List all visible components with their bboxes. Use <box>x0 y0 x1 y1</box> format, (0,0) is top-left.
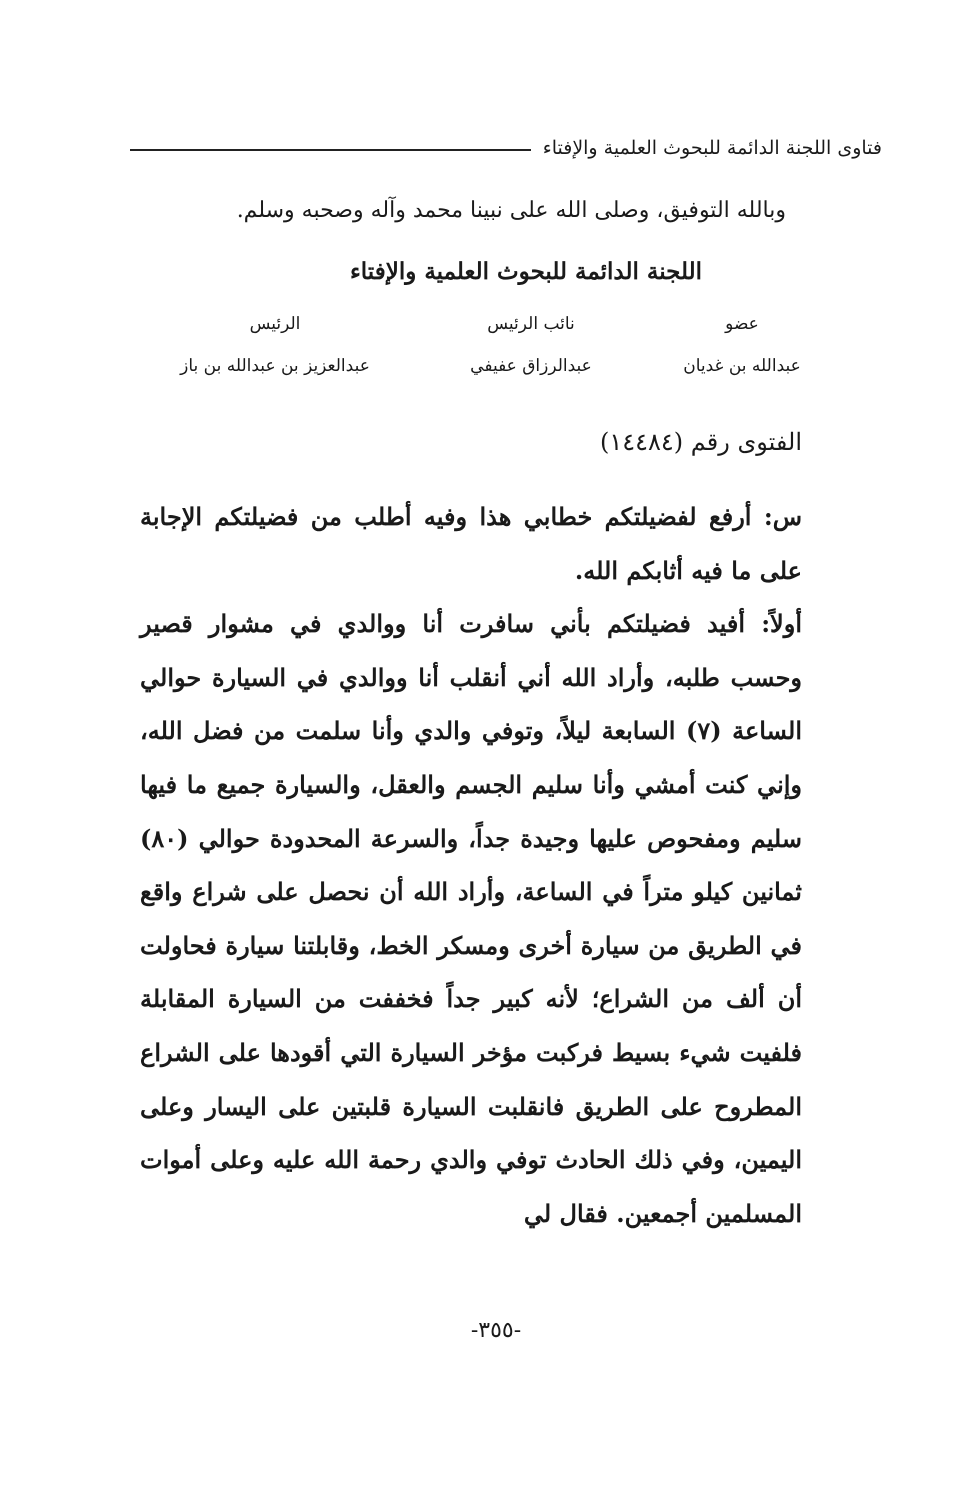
signatory-name-vice-president: عبدالرزاق عفيفي <box>470 356 592 376</box>
signatory-role-vice-president: نائب الرئيس <box>487 314 575 334</box>
fatwa-number: الفتوى رقم (١٤٤٨٤) <box>599 428 802 456</box>
signatory-name-member: عبدالله بن غديان <box>683 356 801 376</box>
signatory-role-president: الرئيس <box>249 314 301 334</box>
question-paragraph: س: أرفع لفضيلتكم خطابي هذا وفيه أطلب من فضيلتكم الإجابة على ما فيه أثابكم الله. <box>140 502 802 585</box>
signatory-names <box>160 356 812 376</box>
committee-name: اللجنة الدائمة للبحوث العلمية والإفتاء <box>349 258 703 285</box>
header-rule <box>130 149 531 151</box>
signatory-role-member: عضو <box>725 314 759 334</box>
page-number: -٣٥٥- <box>470 1318 522 1343</box>
fatwa-body <box>140 490 802 1240</box>
signatory-name-president: عبدالعزيز بن عبدالله بن باز <box>180 356 370 376</box>
running-header <box>130 128 882 168</box>
signatory-roles <box>160 314 812 334</box>
closing-line: وبالله التوفيق، وصلى الله على نبينا محمد وآله وصحبه وسلم. <box>236 198 786 223</box>
header-title: فتاوى اللجنة الدائمة للبحوث العلمية والإفتاء <box>542 137 882 159</box>
body-paragraph: أولاً: أفيد فضيلتكم بأني سافرت أنا ووالدي في مشوار قصير وحسب طلبه، وأراد الله أني أنقلب أنا ووالدي في السيارة حوالي الساعة (٧) السابعة ليلاً، وتوفي والدي وأنا سلمت من فضل الله، وإني كنت أمشي وأنا سليم الجسم والعقل، والسيارة جميع ما فيها سليم ومفحوص عليها وجيدة جداً، والسرعة المحدودة حوالي (٨٠) ثمانين كيلو متراً في الساعة، وأراد الله أن نحصل على شراع واقع في الطريق من سيارة أخرى ومسكر الخط، وقابلتنا سيارة فحاولت أن ألف من الشراع؛ لأنه كبير جداً فخففت من السيارة المقابلة فلفيت شيء بسيط فركبت مؤخر السيارة التي أقودها على الشراع المطروح على الطريق فانقلبت السيارة قلبتين على اليسار وعلى اليمين، وفي ذلك الحادث توفي والدي رحمة الله عليه وعلى أموات المسلمين أجمعين. فقال لي <box>140 609 803 1228</box>
